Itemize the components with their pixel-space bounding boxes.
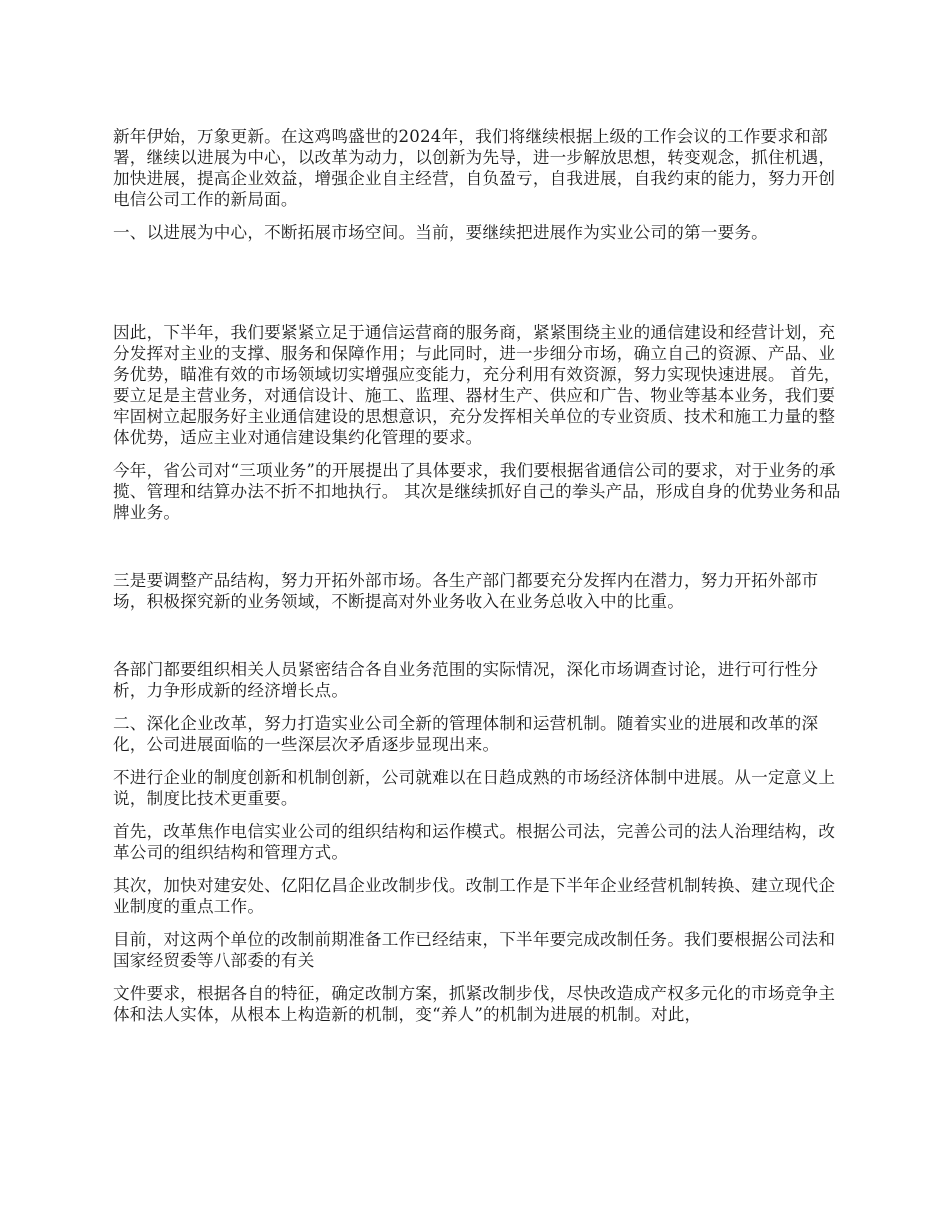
paragraph-product-structure: 三是要调整产品结构，努力开拓外部市场。各生产部门都要充分发挥内在潜力，努力开拓外部市场，积极探究新的业务领域，不断提高对外业务收入在业务总收入中的比重。 — [113, 571, 819, 611]
paragraph-market-research: 各部门都要组织相关人员紧密结合各自业务范围的实际情况，深化市场调查讨论，进行可行性分析，力争形成新的经济增长点。 — [113, 660, 819, 700]
paragraph-restructuring-pace: 其次，加快对建安处、亿阳亿昌企业改制步伐。改制工作是下半年企业经营机制转换、建立现代企业制度的重点工作。 — [113, 876, 836, 916]
paragraph-market-strategy: 因此，下半年，我们要紧紧立足于通信运营商的服务商，紧紧围绕主业的通信建设和经营计划，充分发挥对主业的支撑、服务和保障作用；与此同时，进一步细分市场，确立自己的资源、产品、业务优势，瞄准有效的市场领域切实增强应变能力，充分利用有效资源，努力实现快速进展。 首先，要立足是主营业务，对通信设计、施工、监理、器材生产、供应和广告、物业等基本业务，我们要牢固树立起服务好主业通信建设的思想意识，充分发挥相关单位的专业资质、技术和施工力量的整体优势，适应主业对通信建设集约化管理的要求。 — [113, 323, 841, 447]
paragraph-restructuring-plan: 文件要求，根据各自的特征，确定改制方案，抓紧改制步伐，尽快改造成产权多元化的市场竞争主体和法人实体，从根本上构造新的机制，变“养人”的机制为进展的机制。对此， — [113, 984, 836, 1024]
paragraph-organization-reform: 首先，改革焦作电信实业公司的组织结构和运作模式。根据公司法，完善公司的法人治理结构，改革公司的组织结构和管理方式。 — [113, 822, 836, 862]
paragraph-intro: 新年伊始，万象更新。在这鸡鸣盛世的2024年，我们将继续根据上级的工作会议的工作要求和部署，继续以进展为中心，以改革为动力，以创新为先导，进一步解放思想，转变观念，抓住机遇，加快进展，提高企业效益，增强企业自主经营，自负盈亏，自我进展，自我约束的能力，努力开创电信公司工作的新局面。 — [113, 127, 836, 209]
paragraph-section-one-heading: 一、以进展为中心，不断拓展市场空间。当前，要继续把进展作为实业公司的第一要务。 — [113, 223, 768, 242]
paragraph-section-two-heading: 二、深化企业改革，努力打造实业公司全新的管理体制和运营机制。随着实业的进展和改革的深化，公司进展面临的一些深层次矛盾逐步显现出来。 — [113, 714, 819, 754]
paragraph-institutional-innovation: 不进行企业的制度创新和机制创新，公司就难以在日趋成熟的市场经济体制中进展。从一定意义上说，制度比技术更重要。 — [113, 768, 836, 808]
paragraph-three-services: 今年，省公司对“三项业务”的开展提出了具体要求，我们要根据省通信公司的要求，对于业务的承揽、管理和结算办法不折不扣地执行。 其次是继续抓好自己的拳头产品，形成自身的优势业务和品牌业务。 — [113, 461, 841, 522]
paragraph-restructuring-preparation: 目前，对这两个单位的改制前期准备工作已经结束，下半年要完成改制任务。我们要根据公司法和国家经贸委等八部委的有关 — [113, 930, 836, 970]
document-body — [113, 126, 843, 1025]
